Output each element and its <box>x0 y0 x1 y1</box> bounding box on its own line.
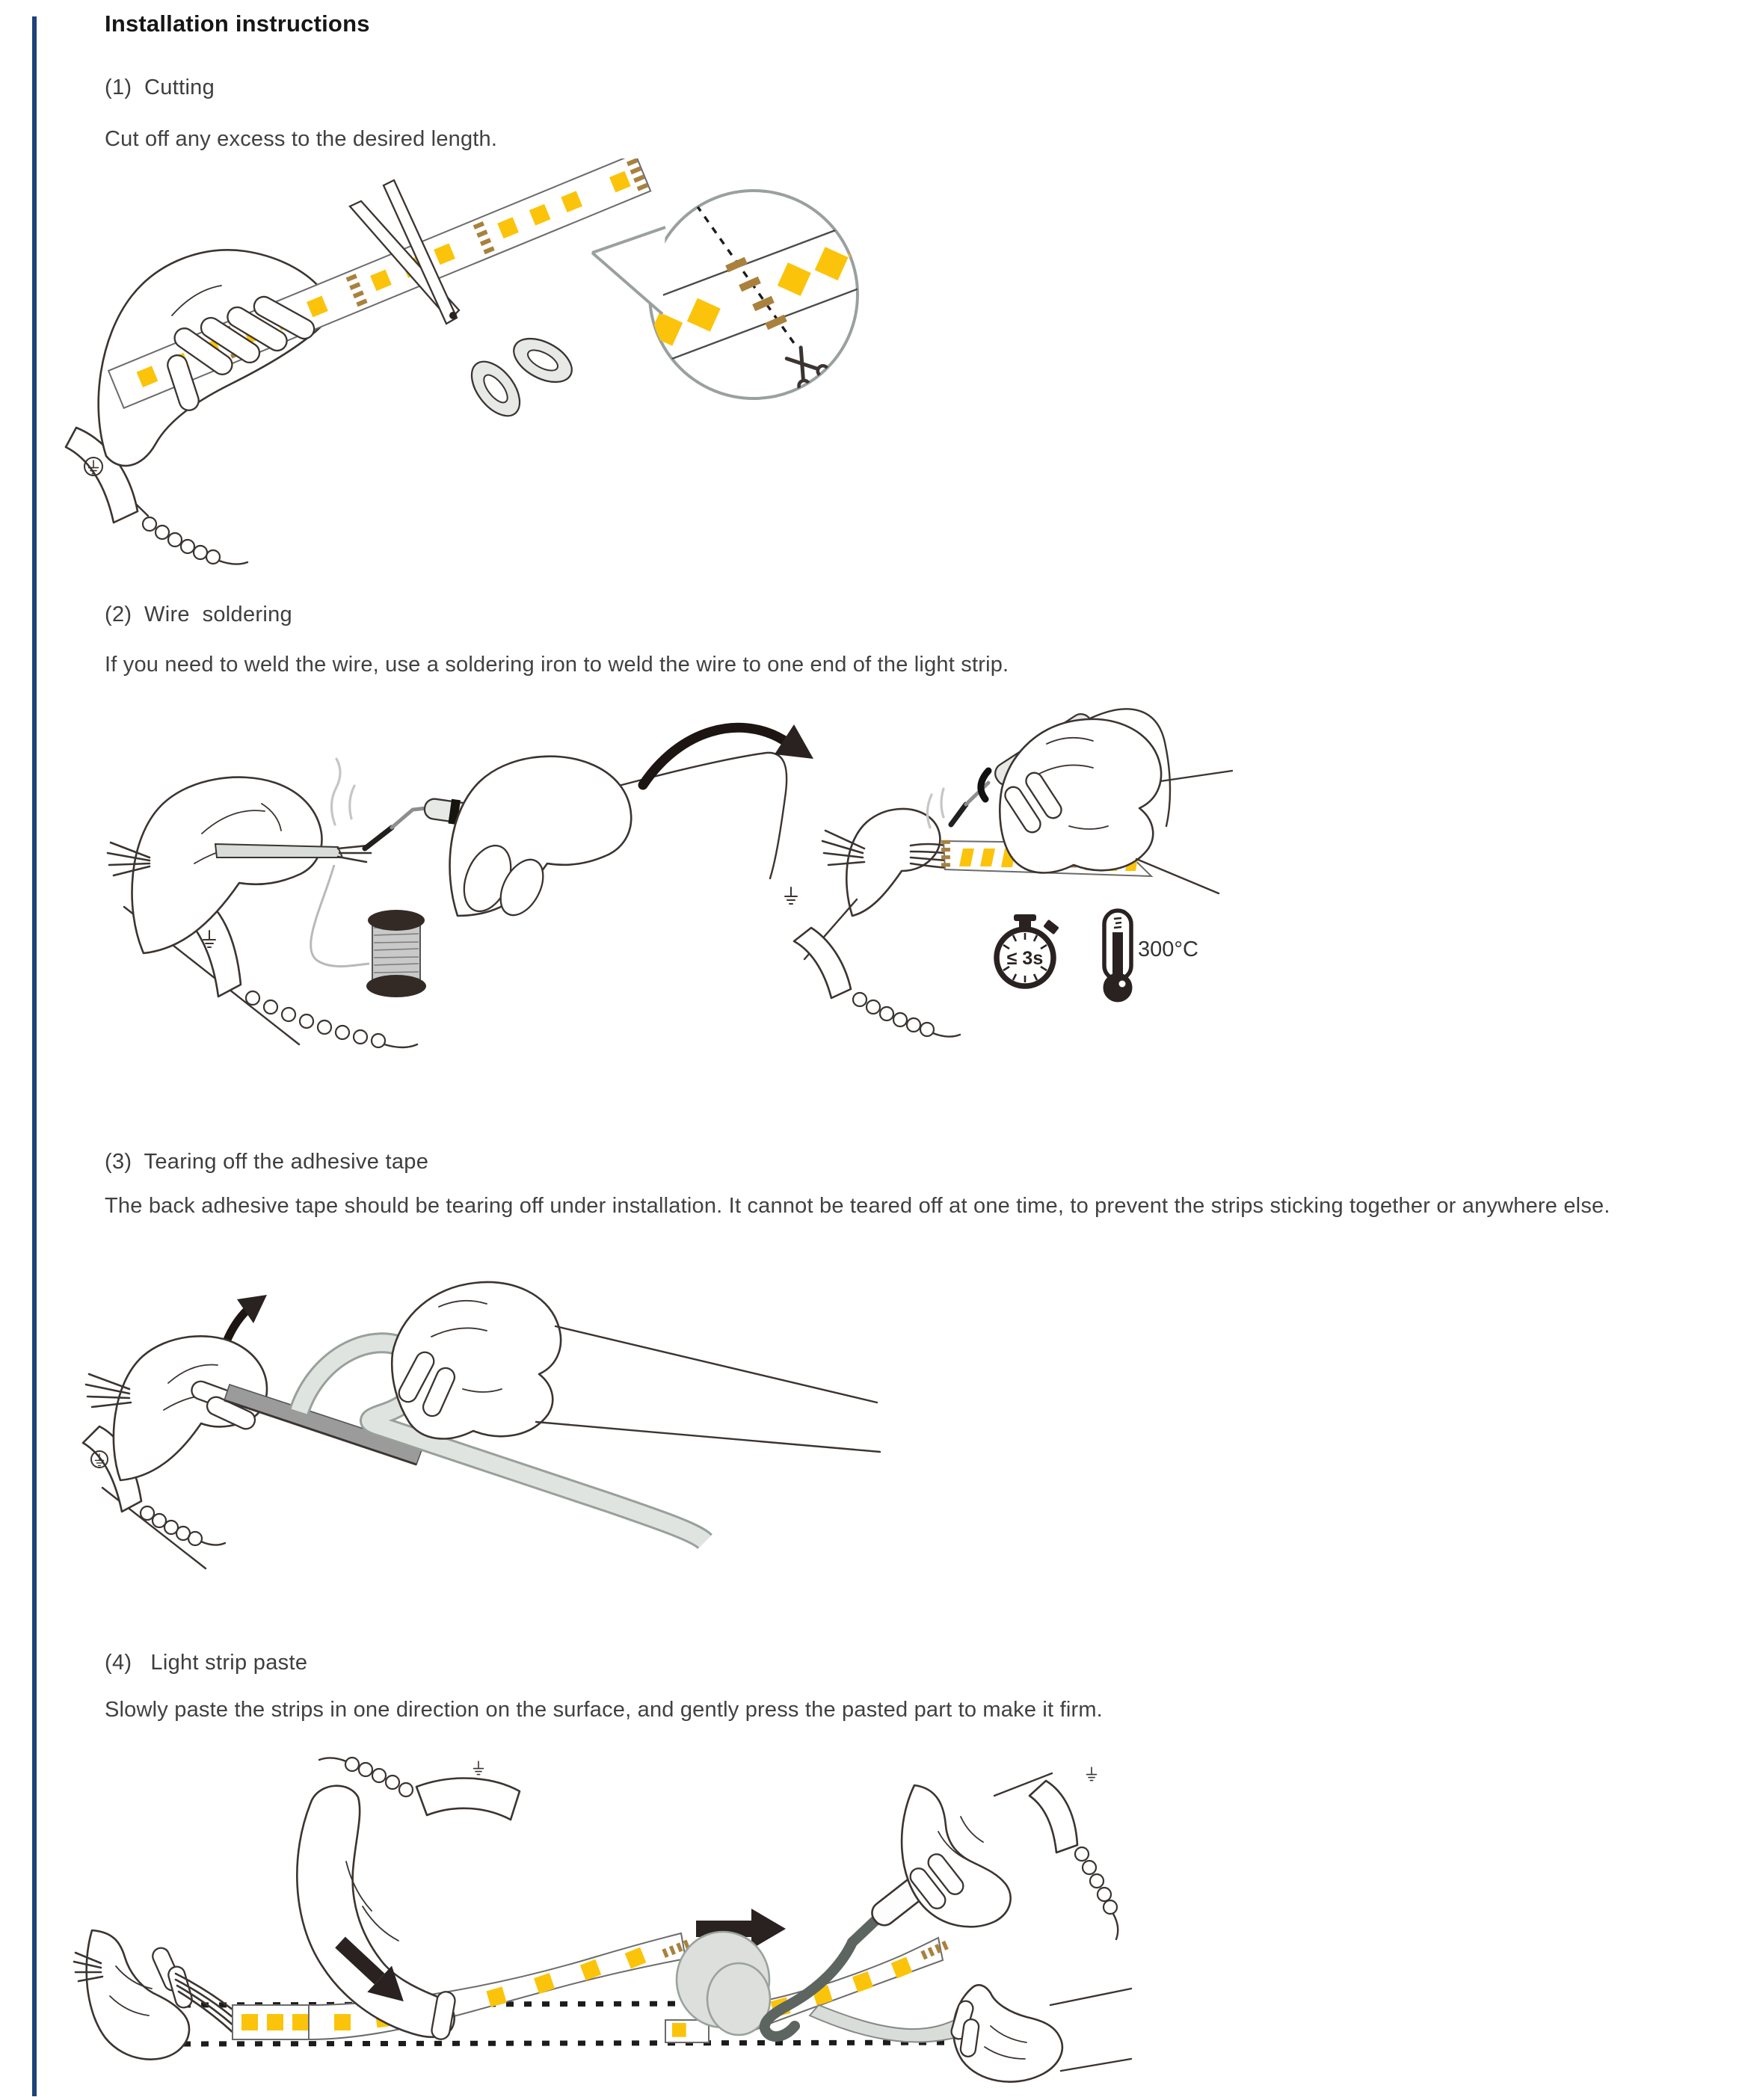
section-3-heading: (3) Tearing off the adhesive tape <box>105 1150 429 1174</box>
illustration-cutting <box>60 158 882 577</box>
timer-duration-label: ≤ 3s <box>1006 948 1044 969</box>
illustration-strip-paste <box>71 1742 1133 2099</box>
scene-tinning-wires <box>108 753 787 1047</box>
coil-cord-icon <box>246 991 417 1047</box>
left-accent-bar <box>32 16 37 2096</box>
coil-cord-icon <box>853 993 960 1037</box>
scene-solder-to-strip <box>785 709 1232 1036</box>
wrist-and-strap <box>66 428 247 564</box>
wrist-band <box>416 1779 520 1820</box>
section-3-body: The back adhesive tape should be tearing off under installation. It cannot be teared off at one time, to prevent the strips sticking together or anywhere else. <box>105 1194 1610 1218</box>
section-1-heading: (1) Cutting <box>105 76 215 99</box>
hand-holding-wires <box>74 1930 234 2060</box>
section-2-body: If you need to weld the wire, use a soldering iron to weld the wire to one end of the light strip. <box>105 653 1009 677</box>
led-strip <box>233 1933 690 2039</box>
stopwatch-icon <box>997 914 1059 986</box>
solder-spool-icon <box>311 865 426 997</box>
section-4-heading: (4) Light strip paste <box>105 1651 308 1675</box>
illustration-wire-soldering <box>75 699 1241 1058</box>
coil-cord-icon <box>143 517 247 564</box>
smoke <box>331 759 354 825</box>
hand-holding-roller <box>902 1785 1011 1927</box>
section-1-body: Cut off any excess to the desired length. <box>105 127 498 151</box>
section-2-heading: (2) Wire soldering <box>105 603 292 626</box>
section-4-body: Slowly paste the strips in one direction on the surface, and gently press the pasted part to make it firm. <box>105 1698 1103 1722</box>
page-title: Installation instructions <box>105 10 370 37</box>
hand-holding-strip <box>83 1336 267 1568</box>
arrow-icon <box>643 724 813 785</box>
temperature-label: 300°C <box>1138 937 1198 961</box>
hand-peeling-tape <box>392 1282 880 1452</box>
backing-tape <box>810 2005 965 2042</box>
magnifier-detail <box>592 191 882 398</box>
illustration-tearing-tape <box>71 1263 931 1577</box>
thermometer-icon <box>1104 911 1198 1000</box>
guide-dotted-line-bottom <box>183 2042 979 2044</box>
